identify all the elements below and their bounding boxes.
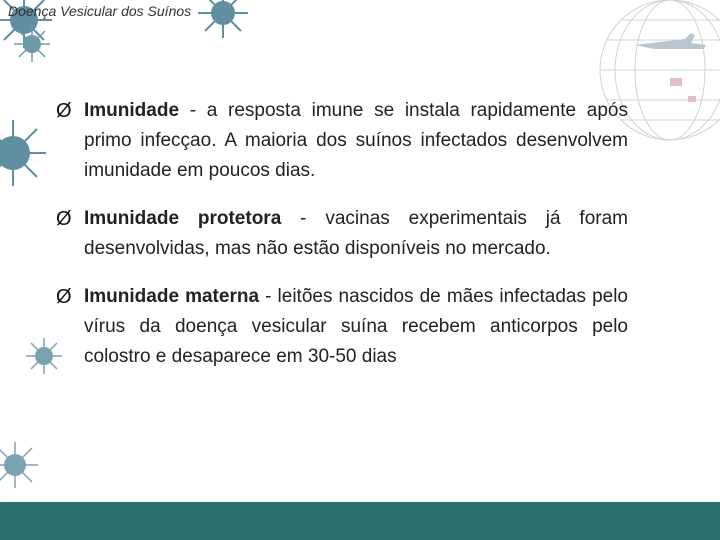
bullet-arrow-icon: Ø bbox=[56, 100, 72, 122]
virus-icon bbox=[196, 0, 250, 40]
slide-title: Doença Vesicular dos Suínos bbox=[8, 3, 192, 19]
bullet-text: - vacinas experimentais já foram desenvolvidas, mas não estão disponíveis no mercado. bbox=[84, 208, 628, 259]
bullet-text: - leitões nascidos de mães infectadas pelo vírus da doença vesicular suína recebem anticorpos pelo colostro e desaparece em 30-50 dias bbox=[84, 286, 628, 367]
footer-bar bbox=[0, 502, 720, 540]
bullet-arrow-icon: Ø bbox=[56, 286, 72, 308]
virus-icon bbox=[12, 24, 52, 64]
bullet-item bbox=[56, 96, 628, 186]
virus-icon bbox=[0, 440, 40, 490]
bullet-item bbox=[56, 282, 628, 372]
bullet-item bbox=[56, 204, 628, 264]
bullet-text: - a resposta imune se instala rapidamente após primo infecçao. A maioria dos suínos infectados desenvolvem imunidade em poucos dias. bbox=[84, 100, 628, 181]
bullet-list bbox=[56, 96, 628, 390]
bullet-arrow-icon: Ø bbox=[56, 208, 72, 230]
bullet-term: Imunidade bbox=[84, 100, 180, 121]
bullet-term: Imunidade protetora bbox=[84, 208, 282, 229]
bullet-term: Imunidade materna bbox=[84, 286, 260, 307]
virus-icon bbox=[0, 118, 48, 188]
